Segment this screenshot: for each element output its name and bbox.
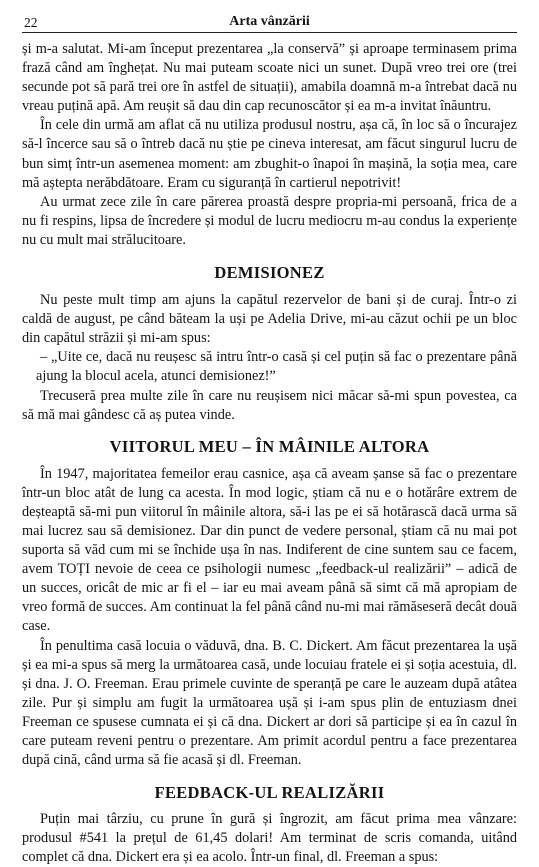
- running-title: Arta vânzării: [229, 14, 310, 29]
- quote-paragraph: – „Uite ce, dacă nu reușesc să intru într-o casă și cel puțin să fac o prezentare până ajung la blocul acela, atunci demisionez!”: [36, 349, 517, 385]
- paragraph: În penultima casă locuia o văduvă, dna. B. C. Dickert. Am făcut prezentarea la ușă și ea mi-a spus să merg la următoarea casă, unde locuiau fratele ei și soția acestuia, dl. și dna. J. O. Freeman. Erau primele cuvinte de speranță pe care le auzeam după atâtea zile. Pur și simplu am fugit la următoarea ușă și i-am spus plin de entuziasm dnei Freeman ce spusese cumnata ei și că dna. Dickert ar dori să participe și ea în cazul în care puteam reveni pentru o prezentare. Am primit acordul pentru a face prezentarea după cină, când urma să fie acasă și dl. Freeman.: [22, 637, 517, 769]
- page-body: [22, 40, 517, 867]
- paragraph: Puțin mai târziu, cu prune în gură și îngrozit, am făcut prima mea vânzare: produsul #541 la prețul de 61,45 dolari! Am terminat de scris comanda, uitând complet că dna. Dickert era și ea acolo. Într-un final, dl. Freeman a spus:: [22, 811, 517, 866]
- paragraph: În cele din urmă am aflat că nu utiliza produsul nostru, așa că, în loc să o încurajez să-l încerce sau să o întreb dacă nu știe pe cineva interesat, am făcut singurul lucru de bun simț într-un asemenea moment: am zbughit-o înapoi în mașină, la soția mea, care mă aștepta nerăbdătoare. Eram cu siguranță în cartierul nepotrivit!: [22, 117, 517, 191]
- paragraph: Au urmat zece zile în care părerea proastă despre propria-mi persoană, frica de a nu fi respins, lipsa de încredere și modul de lucru mediocru m-au condus la experiențe nu cu mult mai strălucitoare.: [22, 193, 517, 248]
- paragraph: și m-a salutat. Mi-am început prezentarea „la conservă” și aproape terminasem prima frază când am înghețat. Nu mai puteam scoate nici un sunet. După vreo trei ore (trei secunde pot să pară trei ore în astfel de situații), amabila doamnă m-a întrebat dacă nu vreau puțină apă. Am reușit să dau din cap recunoscător și ea m-a invitat înăuntru.: [22, 41, 517, 115]
- section-heading: VIITORUL MEU – ÎN MÂINILE ALTORA: [109, 436, 430, 456]
- paragraph: Trecuseră prea multe zile în care nu reușisem nici măcar să-mi spun povestea, ca să mă mai gândesc că aș putea vinde.: [22, 387, 517, 423]
- running-header: [22, 10, 517, 33]
- section-heading: DEMISIONEZ: [214, 263, 325, 283]
- paragraph: Nu peste mult timp am ajuns la capătul rezervelor de bani și de curaj. Într-o zi caldă de august, pe când băteam la uși pe Adelia Drive, mi-au căzut ochii pe un bloc din capătul străzii și mi-am spus:: [22, 292, 517, 347]
- paragraph: În 1947, majoritatea femeilor erau casnice, așa că aveam șanse să fac o prezentare într-un bloc atât de lung ca acesta. În mod logic, știam că nu e o hotărâre extrem de deșteaptă să-mi pun viitorul în mâinile altora, să-i las pe ei să hotărască dacă urma să mai lucrez sau să demisionez. Dar din punct de vedere personal, știam că nu mai pot suporta să văd cum mi se închide ușa în nas. Indiferent de cine suntem sau ce facem, avem TOȚI nevoie de ceea ce psihologii numesc „feedback-ul realizării” – adică de un succes, oricât de mic ar fi el – iar eu mai aveam până să simt că mă apropiam de vreo formă de succes. Am continuat la fel până când nu-mi mai rămăseseră decât două case.: [22, 465, 517, 635]
- page-number: 22: [24, 15, 38, 30]
- section-heading: FEEDBACK-UL REALIZĂRII: [154, 783, 385, 803]
